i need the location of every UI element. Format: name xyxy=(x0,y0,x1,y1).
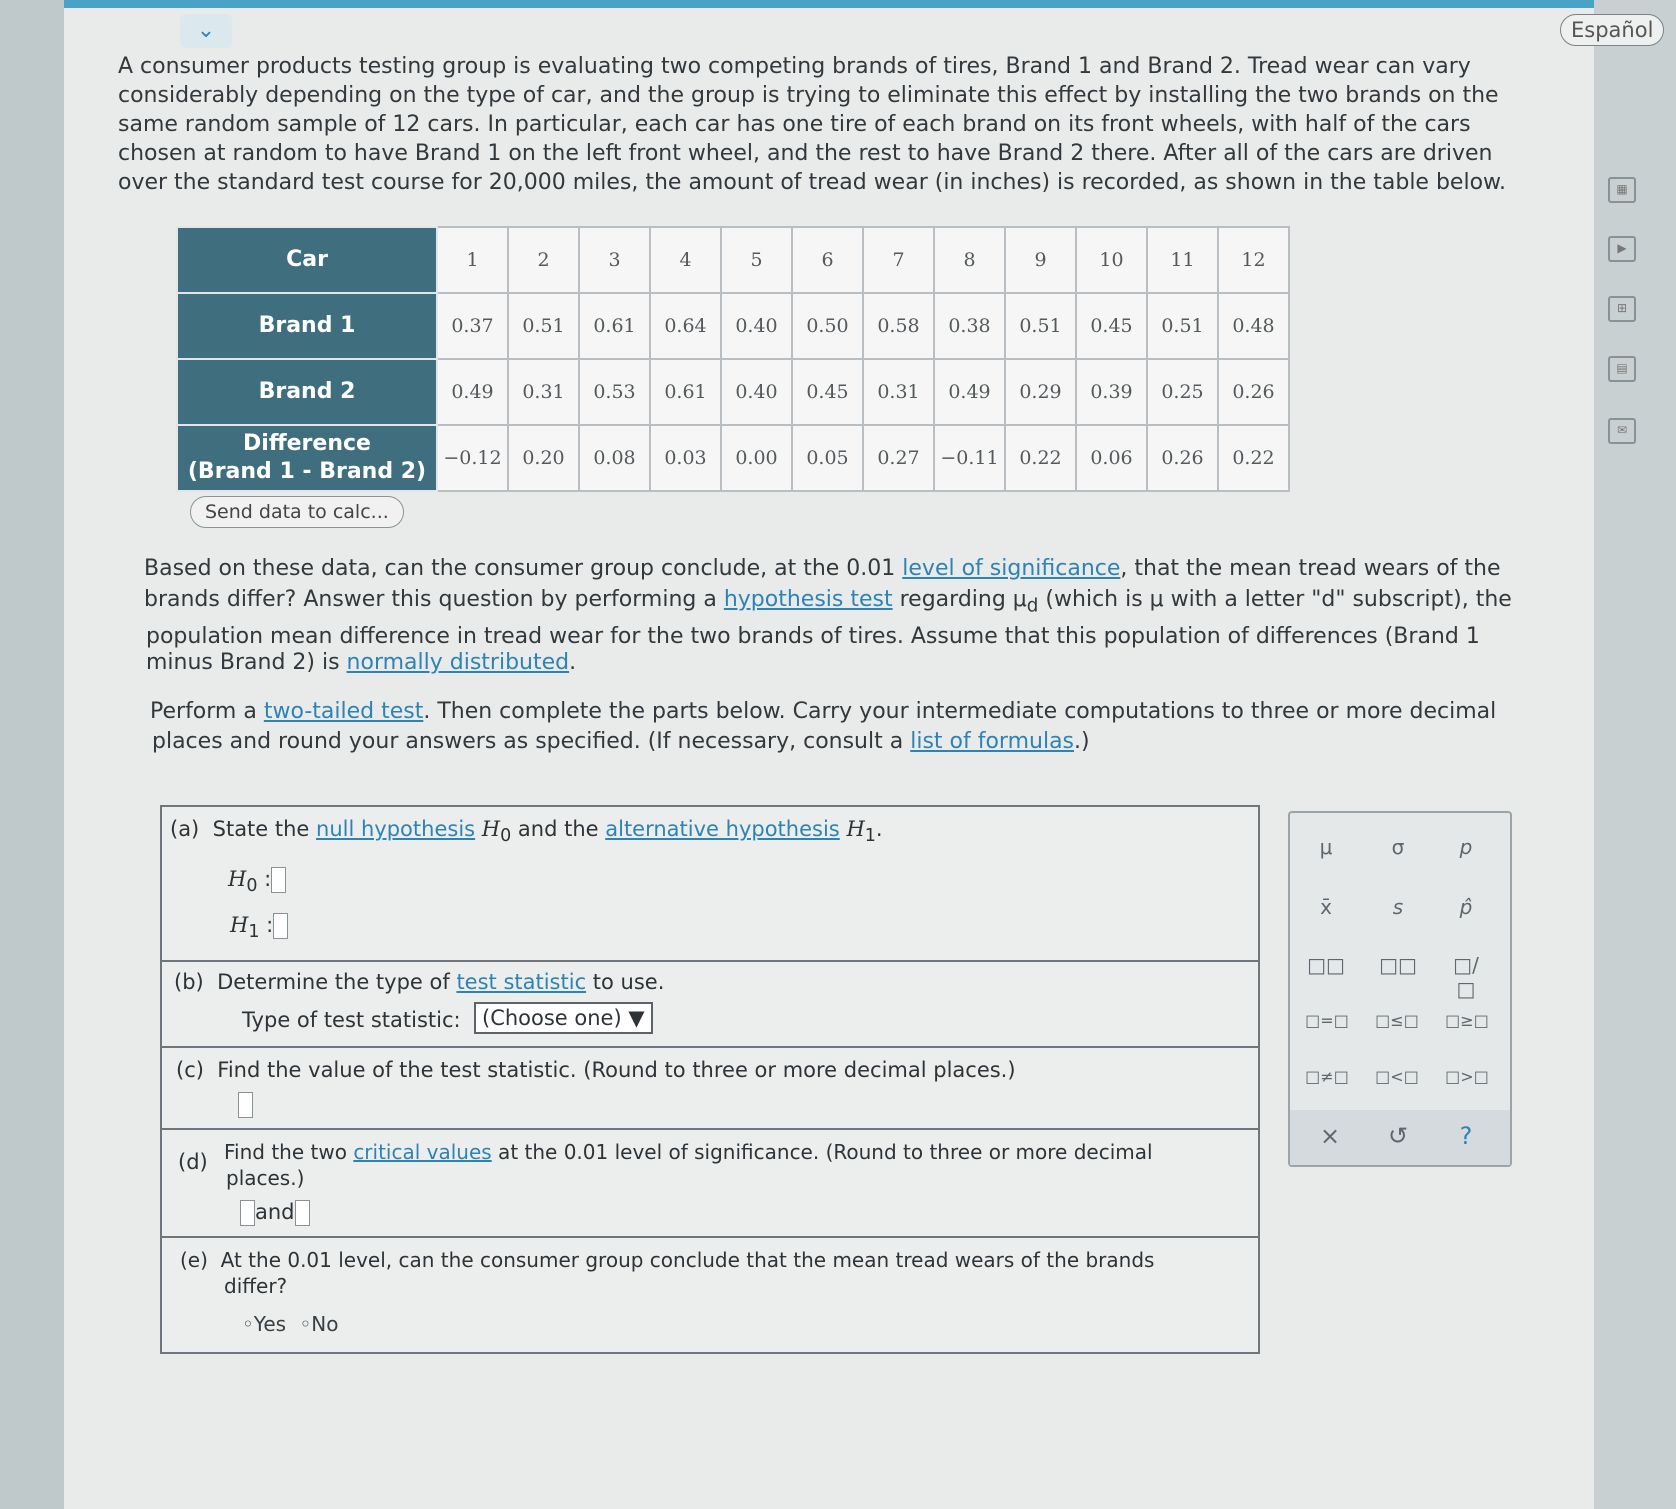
fraction-button[interactable]: □/□ xyxy=(1453,953,1479,1001)
brand1-cell: 0.40 xyxy=(721,293,792,359)
part-a-label: (a) xyxy=(170,817,200,841)
car-cell: 12 xyxy=(1218,227,1289,293)
colon: : xyxy=(264,867,272,891)
question-line-1 xyxy=(144,554,1501,583)
brand2-row xyxy=(177,359,1289,425)
h0-sub: 0 xyxy=(500,826,512,847)
car-cell: 6 xyxy=(792,227,863,293)
text: State the xyxy=(212,817,317,841)
yes-radio[interactable]: ◦Yes xyxy=(242,1312,287,1336)
intro-line-4: chosen at random to have Brand 1 on the left front wheel, and the rest to have Brand 2 there. After all of the cars are driven xyxy=(118,141,1493,166)
part-e-label: (e) xyxy=(180,1248,208,1272)
hypothesis-test-link[interactable]: hypothesis test xyxy=(723,587,893,612)
brand2-cell: 0.49 xyxy=(437,359,508,425)
brand2-cell: 0.31 xyxy=(508,359,579,425)
text: . xyxy=(569,650,577,675)
h0-row xyxy=(228,867,286,896)
h1-symbol: H xyxy=(846,817,865,841)
text: (which is μ with a letter "d" subscript), the xyxy=(1038,587,1512,612)
critical-value-2-input[interactable] xyxy=(295,1200,310,1226)
brand2-cell: 0.49 xyxy=(934,359,1005,425)
difference-cell: 0.22 xyxy=(1005,425,1076,491)
car-cell: 3 xyxy=(579,227,650,293)
row-header-car: Car xyxy=(177,227,437,293)
brand1-cell: 0.48 xyxy=(1218,293,1289,359)
math-symbol-palette xyxy=(1288,811,1512,1167)
difference-cell: 0.03 xyxy=(650,425,721,491)
subscript-button[interactable]: □□ xyxy=(1379,953,1417,977)
brand2-cell: 0.45 xyxy=(792,359,863,425)
row-header-brand2: Brand 2 xyxy=(177,359,437,425)
brand2-cell: 0.39 xyxy=(1076,359,1147,425)
brand2-cell: 0.40 xyxy=(721,359,792,425)
part-d-prompt-cont: places.) xyxy=(226,1166,305,1190)
brand1-cell: 0.38 xyxy=(934,293,1005,359)
mail-icon[interactable]: ✉ xyxy=(1608,418,1636,444)
brand1-row xyxy=(177,293,1289,359)
brand2-cell: 0.26 xyxy=(1218,359,1289,425)
difference-cell: −0.12 xyxy=(437,425,508,491)
send-data-button[interactable]: Send data to calc... xyxy=(190,496,404,528)
difference-cell: 0.06 xyxy=(1076,425,1147,491)
h1-input[interactable] xyxy=(273,913,288,939)
difference-cell: 0.05 xyxy=(792,425,863,491)
car-cell: 10 xyxy=(1076,227,1147,293)
intro-line-5: over the standard test course for 20,000 miles, the amount of tread wear (in inches) is recorded, as shown in the table below. xyxy=(118,170,1506,195)
h0-label: H xyxy=(228,867,247,891)
less-equal-button[interactable]: □≤□ xyxy=(1375,1011,1419,1030)
brand1-cell: 0.61 xyxy=(579,293,650,359)
car-cell: 2 xyxy=(508,227,579,293)
text: Determine the type of xyxy=(217,970,457,994)
text: brands differ? Answer this question by performing a xyxy=(144,587,724,612)
brand1-cell: 0.51 xyxy=(1147,293,1218,359)
question-line-3: population mean difference in tread wear for the two brands of tires. Assume that this population of differences (Brand 1 xyxy=(146,624,1480,649)
answer-parts-box xyxy=(160,805,1256,1350)
brand2-cell: 0.61 xyxy=(650,359,721,425)
text: and the xyxy=(511,817,606,841)
test-statistic-label: Type of test statistic: xyxy=(242,1008,461,1032)
brand2-cell: 0.29 xyxy=(1005,359,1076,425)
mu-subscript: d xyxy=(1026,595,1039,617)
intro-line-2: considerably depending on the type of car, and the group is trying to eliminate this effect by installing the two brands on the xyxy=(118,83,1499,108)
text: . Then complete the parts below. Carry your intermediate computations to three or more decimal xyxy=(423,699,1497,724)
less-than-button[interactable]: □<□ xyxy=(1375,1067,1419,1086)
two-tailed-test-link[interactable]: two-tailed test xyxy=(263,699,424,724)
part-d-prompt xyxy=(224,1140,1153,1164)
critical-value-1-input[interactable] xyxy=(240,1200,255,1226)
palette-actions xyxy=(1290,1110,1510,1165)
difference-cell: 0.26 xyxy=(1147,425,1218,491)
brand1-cell: 0.58 xyxy=(863,293,934,359)
text: . xyxy=(875,817,883,841)
yes-label: Yes xyxy=(253,1312,287,1336)
difference-cell: 0.27 xyxy=(863,425,934,491)
text: .) xyxy=(1074,729,1090,754)
text: , that the mean tread wears of the xyxy=(1120,556,1501,581)
critical-values-row xyxy=(240,1200,310,1226)
sigma-button[interactable]: σ xyxy=(1391,835,1405,859)
car-cell: 1 xyxy=(437,227,508,293)
h0-input[interactable] xyxy=(271,867,286,893)
h1-sub: 1 xyxy=(864,826,876,847)
text: At the 0.01 level, can the consumer group conclude that the mean tread wears of the brands xyxy=(220,1248,1155,1272)
brand1-cell: 0.51 xyxy=(1005,293,1076,359)
text: regarding μ xyxy=(892,587,1027,612)
h1-row xyxy=(230,913,288,942)
text: at the 0.01 level of significance. (Round to three or more decimal xyxy=(491,1140,1153,1164)
text: Based on these data, can the consumer group conclude, at the 0.01 xyxy=(144,556,903,581)
normally-distributed-link[interactable]: normally distributed xyxy=(346,650,570,675)
part-e-prompt-cont: differ? xyxy=(224,1274,288,1298)
no-label: No xyxy=(311,1312,339,1336)
brand2-cell: 0.31 xyxy=(863,359,934,425)
clear-icon[interactable]: × xyxy=(1319,1122,1341,1150)
grid-calculator-icon[interactable]: ⊞ xyxy=(1608,296,1636,322)
undo-icon[interactable]: ↺ xyxy=(1387,1122,1409,1150)
h1-label: H xyxy=(230,913,249,937)
null-hypothesis-link[interactable]: null hypothesis xyxy=(316,817,476,841)
part-d-label: (d) xyxy=(178,1150,208,1174)
superscript-button[interactable]: □□ xyxy=(1307,953,1345,977)
part-c-section xyxy=(160,1046,1260,1132)
level-of-significance-link[interactable]: level of significance xyxy=(902,556,1121,581)
greater-than-button[interactable]: □>□ xyxy=(1445,1067,1489,1086)
text: Perform a xyxy=(150,699,264,724)
not-equal-button[interactable]: □≠□ xyxy=(1305,1067,1349,1086)
left-gutter xyxy=(0,0,64,1509)
brand1-cell: 0.51 xyxy=(508,293,579,359)
difference-row xyxy=(177,425,1289,491)
list-of-formulas-link[interactable]: list of formulas xyxy=(910,729,1075,754)
difference-cell: 0.22 xyxy=(1218,425,1289,491)
test-statistic-input[interactable] xyxy=(238,1092,253,1118)
text: Find the value of the test statistic. (Round to three or more decimal places.) xyxy=(217,1058,1016,1082)
part-e-section xyxy=(160,1236,1260,1354)
question-line-5 xyxy=(150,697,1496,726)
equals-button[interactable]: □=□ xyxy=(1305,1011,1349,1030)
p-button[interactable]: p xyxy=(1459,835,1473,859)
s-button[interactable]: s xyxy=(1392,895,1404,919)
car-cell: 4 xyxy=(650,227,721,293)
part-c-label: (c) xyxy=(176,1058,204,1082)
car-cell: 5 xyxy=(721,227,792,293)
top-accent-bar xyxy=(64,0,1676,8)
part-d-section xyxy=(160,1128,1260,1240)
xbar-button[interactable]: x̄ xyxy=(1320,895,1332,919)
right-tool-rail xyxy=(1594,0,1676,1509)
video-icon[interactable]: ▶ xyxy=(1608,236,1636,262)
part-b-prompt xyxy=(174,970,664,994)
critical-values-link[interactable]: critical values xyxy=(353,1140,492,1164)
question-line-2 xyxy=(144,585,1512,620)
question-line-4 xyxy=(146,648,576,677)
h0-label-sub: 0 xyxy=(246,876,258,897)
difference-cell: −0.11 xyxy=(934,425,1005,491)
car-cell: 8 xyxy=(934,227,1005,293)
help-icon[interactable]: ? xyxy=(1459,1122,1473,1150)
car-cell: 7 xyxy=(863,227,934,293)
brand1-cell: 0.64 xyxy=(650,293,721,359)
intro-line-1: A consumer products testing group is evaluating two competing brands of tires, Brand 1 and Brand 2. Tread wear can vary xyxy=(118,54,1471,79)
car-cell: 9 xyxy=(1005,227,1076,293)
part-e-prompt xyxy=(180,1248,1154,1272)
book-icon[interactable]: ▤ xyxy=(1608,356,1636,382)
colon: : xyxy=(266,913,274,937)
part-b-section xyxy=(160,960,1260,1050)
mu-button[interactable]: μ xyxy=(1319,835,1333,859)
text: Find the two xyxy=(224,1140,354,1164)
text: minus Brand 2) is xyxy=(146,650,347,675)
difference-cell: 0.00 xyxy=(721,425,792,491)
phat-button[interactable]: p̂ xyxy=(1459,895,1473,919)
yes-no-row xyxy=(242,1312,338,1336)
difference-cell: 0.08 xyxy=(579,425,650,491)
no-radio[interactable]: ◦No xyxy=(299,1312,339,1336)
test-statistic-link[interactable]: test statistic xyxy=(456,970,587,994)
row-header-brand1: Brand 1 xyxy=(177,293,437,359)
greater-equal-button[interactable]: □≥□ xyxy=(1445,1011,1489,1030)
calculator-icon[interactable]: ▦ xyxy=(1608,177,1636,203)
intro-line-3: same random sample of 12 cars. In particular, each car has one tire of each brand on its front wheels, with half of the cars xyxy=(118,112,1471,137)
collapse-chevron-icon[interactable]: ⌄ xyxy=(180,14,232,48)
part-b-label: (b) xyxy=(174,970,204,994)
test-statistic-value-row xyxy=(238,1092,253,1118)
part-a-prompt xyxy=(170,817,883,846)
alternative-hypothesis-link[interactable]: alternative hypothesis xyxy=(605,817,840,841)
brand2-cell: 0.25 xyxy=(1147,359,1218,425)
h1-label-sub: 1 xyxy=(248,922,260,943)
difference-cell: 0.20 xyxy=(508,425,579,491)
tread-wear-table xyxy=(176,226,1290,492)
test-statistic-select[interactable]: (Choose one) ▼ xyxy=(474,1002,653,1034)
espanol-language-button[interactable]: Español xyxy=(1560,14,1664,46)
part-c-prompt xyxy=(176,1058,1016,1082)
brand1-cell: 0.37 xyxy=(437,293,508,359)
brand2-cell: 0.53 xyxy=(579,359,650,425)
car-row xyxy=(177,227,1289,293)
row-header-difference: Difference (Brand 1 - Brand 2) xyxy=(177,425,437,491)
text: places and round your answers as specified. (If necessary, consult a xyxy=(152,729,911,754)
text: to use. xyxy=(586,970,665,994)
question-line-6 xyxy=(152,727,1090,756)
h0-symbol: H xyxy=(481,817,501,841)
brand1-cell: 0.45 xyxy=(1076,293,1147,359)
and-text: and xyxy=(255,1200,295,1224)
car-cell: 11 xyxy=(1147,227,1218,293)
part-a-section xyxy=(160,805,1260,964)
brand1-cell: 0.50 xyxy=(792,293,863,359)
